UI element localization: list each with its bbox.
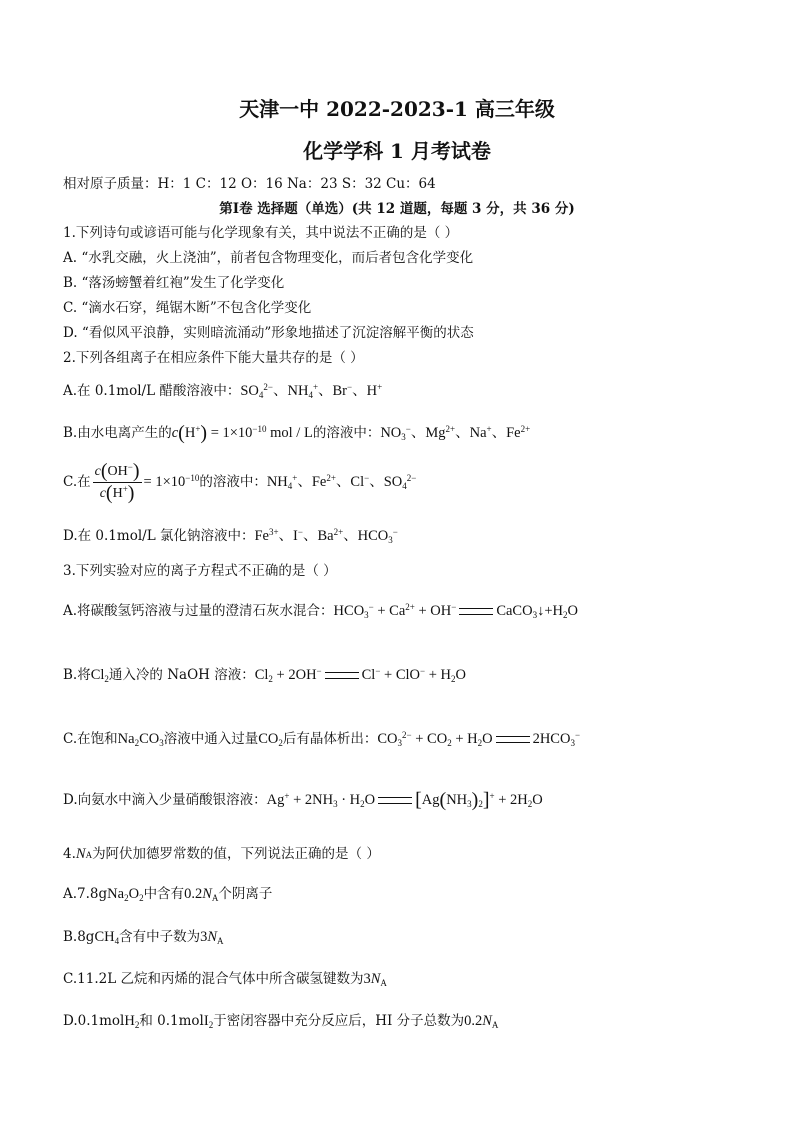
- q3-option-d: [63, 791, 543, 809]
- q2-option-b-text: B.由水电离产生的: [63, 425, 172, 441]
- q4-option-b-amount: $3N_A$: [200, 929, 224, 946]
- q2-option-d: [63, 527, 398, 545]
- q3-option-a-equation: $HCO_3^- + Ca^{2+} + OH^-$ $CaCO_3↓+H_2O$: [333, 602, 578, 620]
- q4-stem-number: 4.: [63, 846, 76, 862]
- q4-option-b-text: B.8g: [63, 929, 95, 945]
- q3-option-b-equation: $Cl_2 + 2OH^-$ $Cl^- + ClO^- + H_2O$: [254, 666, 466, 684]
- q4-option-a-formula: $Na_2O_2$: [107, 886, 144, 903]
- q3-option-c-reagent1: $Na_2CO_3$: [117, 731, 164, 748]
- q1-stem: 1.下列诗句或谚语可能与化学现象有关，其中说法不正确的是（ ）: [63, 225, 459, 241]
- q2-option-a-ions: $SO_4^{2-}$、$NH_4^+$、Br−、H+: [240, 382, 383, 400]
- q4-option-b-text2: 含有中子数为: [119, 929, 201, 945]
- q2-stem: 2.下列各组离子在相应条件下能大量共存的是（ ）: [63, 350, 364, 366]
- q3-option-b-text: B.将: [63, 667, 91, 683]
- q4-option-d: [63, 1012, 498, 1030]
- q2-option-c-value: = $1\times 10^{-10}$: [143, 473, 200, 490]
- q2-option-c-text2: 的溶液中：: [199, 474, 267, 490]
- q4-option-a-amount: $0.2N_A$: [184, 886, 219, 903]
- q4-stem: [63, 845, 380, 864]
- q3-option-c: [63, 730, 580, 748]
- q4-option-b: [63, 928, 224, 946]
- q2-option-b: [63, 424, 530, 442]
- q2-option-d-text: D.在 0.1mol/L 氯化钠溶液中：: [63, 528, 255, 544]
- q3-option-b-text2: 通入冷的 NaOH 溶液：: [108, 667, 255, 683]
- q4-avogadro-sub: A: [85, 850, 93, 860]
- q3-option-d-text: D.向氨水中滴入少量硝酸银溶液：: [63, 792, 267, 808]
- q1-option-c: C. “滴水石穿，绳锯木断”不包含化学变化: [63, 300, 312, 316]
- q3-option-b: [63, 666, 466, 684]
- exam-title-subject: 化学学科 1 月考试卷: [303, 139, 491, 163]
- q4-stem-text: 为阿伏加德罗常数的值，下列说法正确的是（ ）: [92, 846, 380, 862]
- q4-option-d-text: D.0.1mol: [63, 1013, 125, 1029]
- q2-option-c-ions: $NH_4^+$、$Fe^{2+}$、Cl−、$SO_4^{2-}$: [266, 473, 417, 491]
- q3-option-d-equation: $Ag^+ + 2NH_3 \cdot H_2O$ $[Ag(NH_3)_2]^+ + 2H_2O$: [266, 789, 543, 811]
- q4-option-a-text3: 个阴离子: [218, 886, 273, 902]
- q3-option-c-equation: $CO_3^{2-} + CO_2 + H_2O$ $2HCO_3^-$: [377, 730, 581, 748]
- q3-option-c-text: C.在饱和: [63, 731, 118, 747]
- q4-option-b-formula: $CH_4$: [94, 929, 120, 946]
- q3-option-c-reagent2: $CO_2$: [258, 731, 283, 748]
- q2-option-a-text: A.在 0.1mol/L 醋酸溶液中：: [63, 383, 241, 399]
- q3-stem: 3.下列实验对应的离子方程式不正确的是（ ）: [63, 563, 337, 579]
- q2-option-b-ions: $NO_3^-$、$Mg^{2+}$、Na+、$Fe^{2+}$: [380, 424, 531, 442]
- q3-option-b-reagent: $Cl_2$: [90, 667, 109, 684]
- q1-option-b: B. “落汤螃蟹着红袍”发生了化学变化: [63, 275, 285, 291]
- q2-option-b-text2: 的溶液中：: [312, 425, 381, 441]
- exam-title-school: 天津一中 2022-2023-1 高三年级: [239, 97, 555, 121]
- q4-option-a-text: A.7.8g: [63, 886, 108, 902]
- q1-option-a: A. “水乳交融，火上浇油”，前者包含物理变化，而后者包含化学变化: [63, 250, 474, 266]
- q1-option-d: D. “看似风平浪静，实则暗流涌动”形象地描述了沉淀溶解平衡的状态: [63, 325, 474, 341]
- q2-option-c-fraction: $\frac{c(OH^-)}{c(H^+)}$: [94, 460, 140, 504]
- q2-option-d-ions: $Fe^{3+}$、I−、$Ba^{2+}$、$HCO_3^-$: [254, 527, 398, 545]
- q2-option-a: [63, 382, 382, 400]
- q4-option-d-text3: 于密闭容器中充分反应后，HI 分子总数为: [213, 1013, 465, 1029]
- atomic-masses: 相对原子质量：H：1 C：12 O：16 Na：23 S：32 Cu：64: [63, 176, 436, 192]
- q4-option-c: [63, 970, 387, 988]
- q4-option-d-amount: $0.2N_A$: [464, 1013, 499, 1030]
- q4-avogadro-symbol: N: [75, 846, 86, 862]
- q4-option-a-text2: 中含有: [143, 886, 185, 902]
- q4-option-a: [63, 885, 272, 903]
- q3-option-a-text: A.将碳酸氢钙溶液与过量的澄清石灰水混合：: [63, 603, 334, 619]
- q2-option-c: [63, 459, 416, 505]
- q4-option-d-text2: 和 0.1mol: [139, 1013, 204, 1029]
- q4-option-c-amount: $3N_A$: [363, 971, 387, 988]
- q3-option-c-text2: 溶液中通入过量: [163, 731, 259, 747]
- q4-option-c-text: C.11.2L 乙烷和丙烯的混合气体中所含碳氢键数为: [63, 971, 364, 987]
- q4-option-d-formula2: $I_2$: [203, 1013, 214, 1030]
- q3-option-a: [63, 602, 578, 620]
- q2-option-c-text: C.在: [63, 474, 91, 490]
- q2-option-b-condition: $c(H^+) = 1\times 10^{-10}$ mol / L: [171, 422, 313, 444]
- q4-option-d-formula1: $H_2$: [124, 1013, 140, 1030]
- q3-option-c-text3: 后有晶体析出：: [282, 731, 378, 747]
- section-heading: 第Ⅰ卷 选择题（单选）(共 12 道题，每题 3 分，共 36 分): [219, 201, 575, 217]
